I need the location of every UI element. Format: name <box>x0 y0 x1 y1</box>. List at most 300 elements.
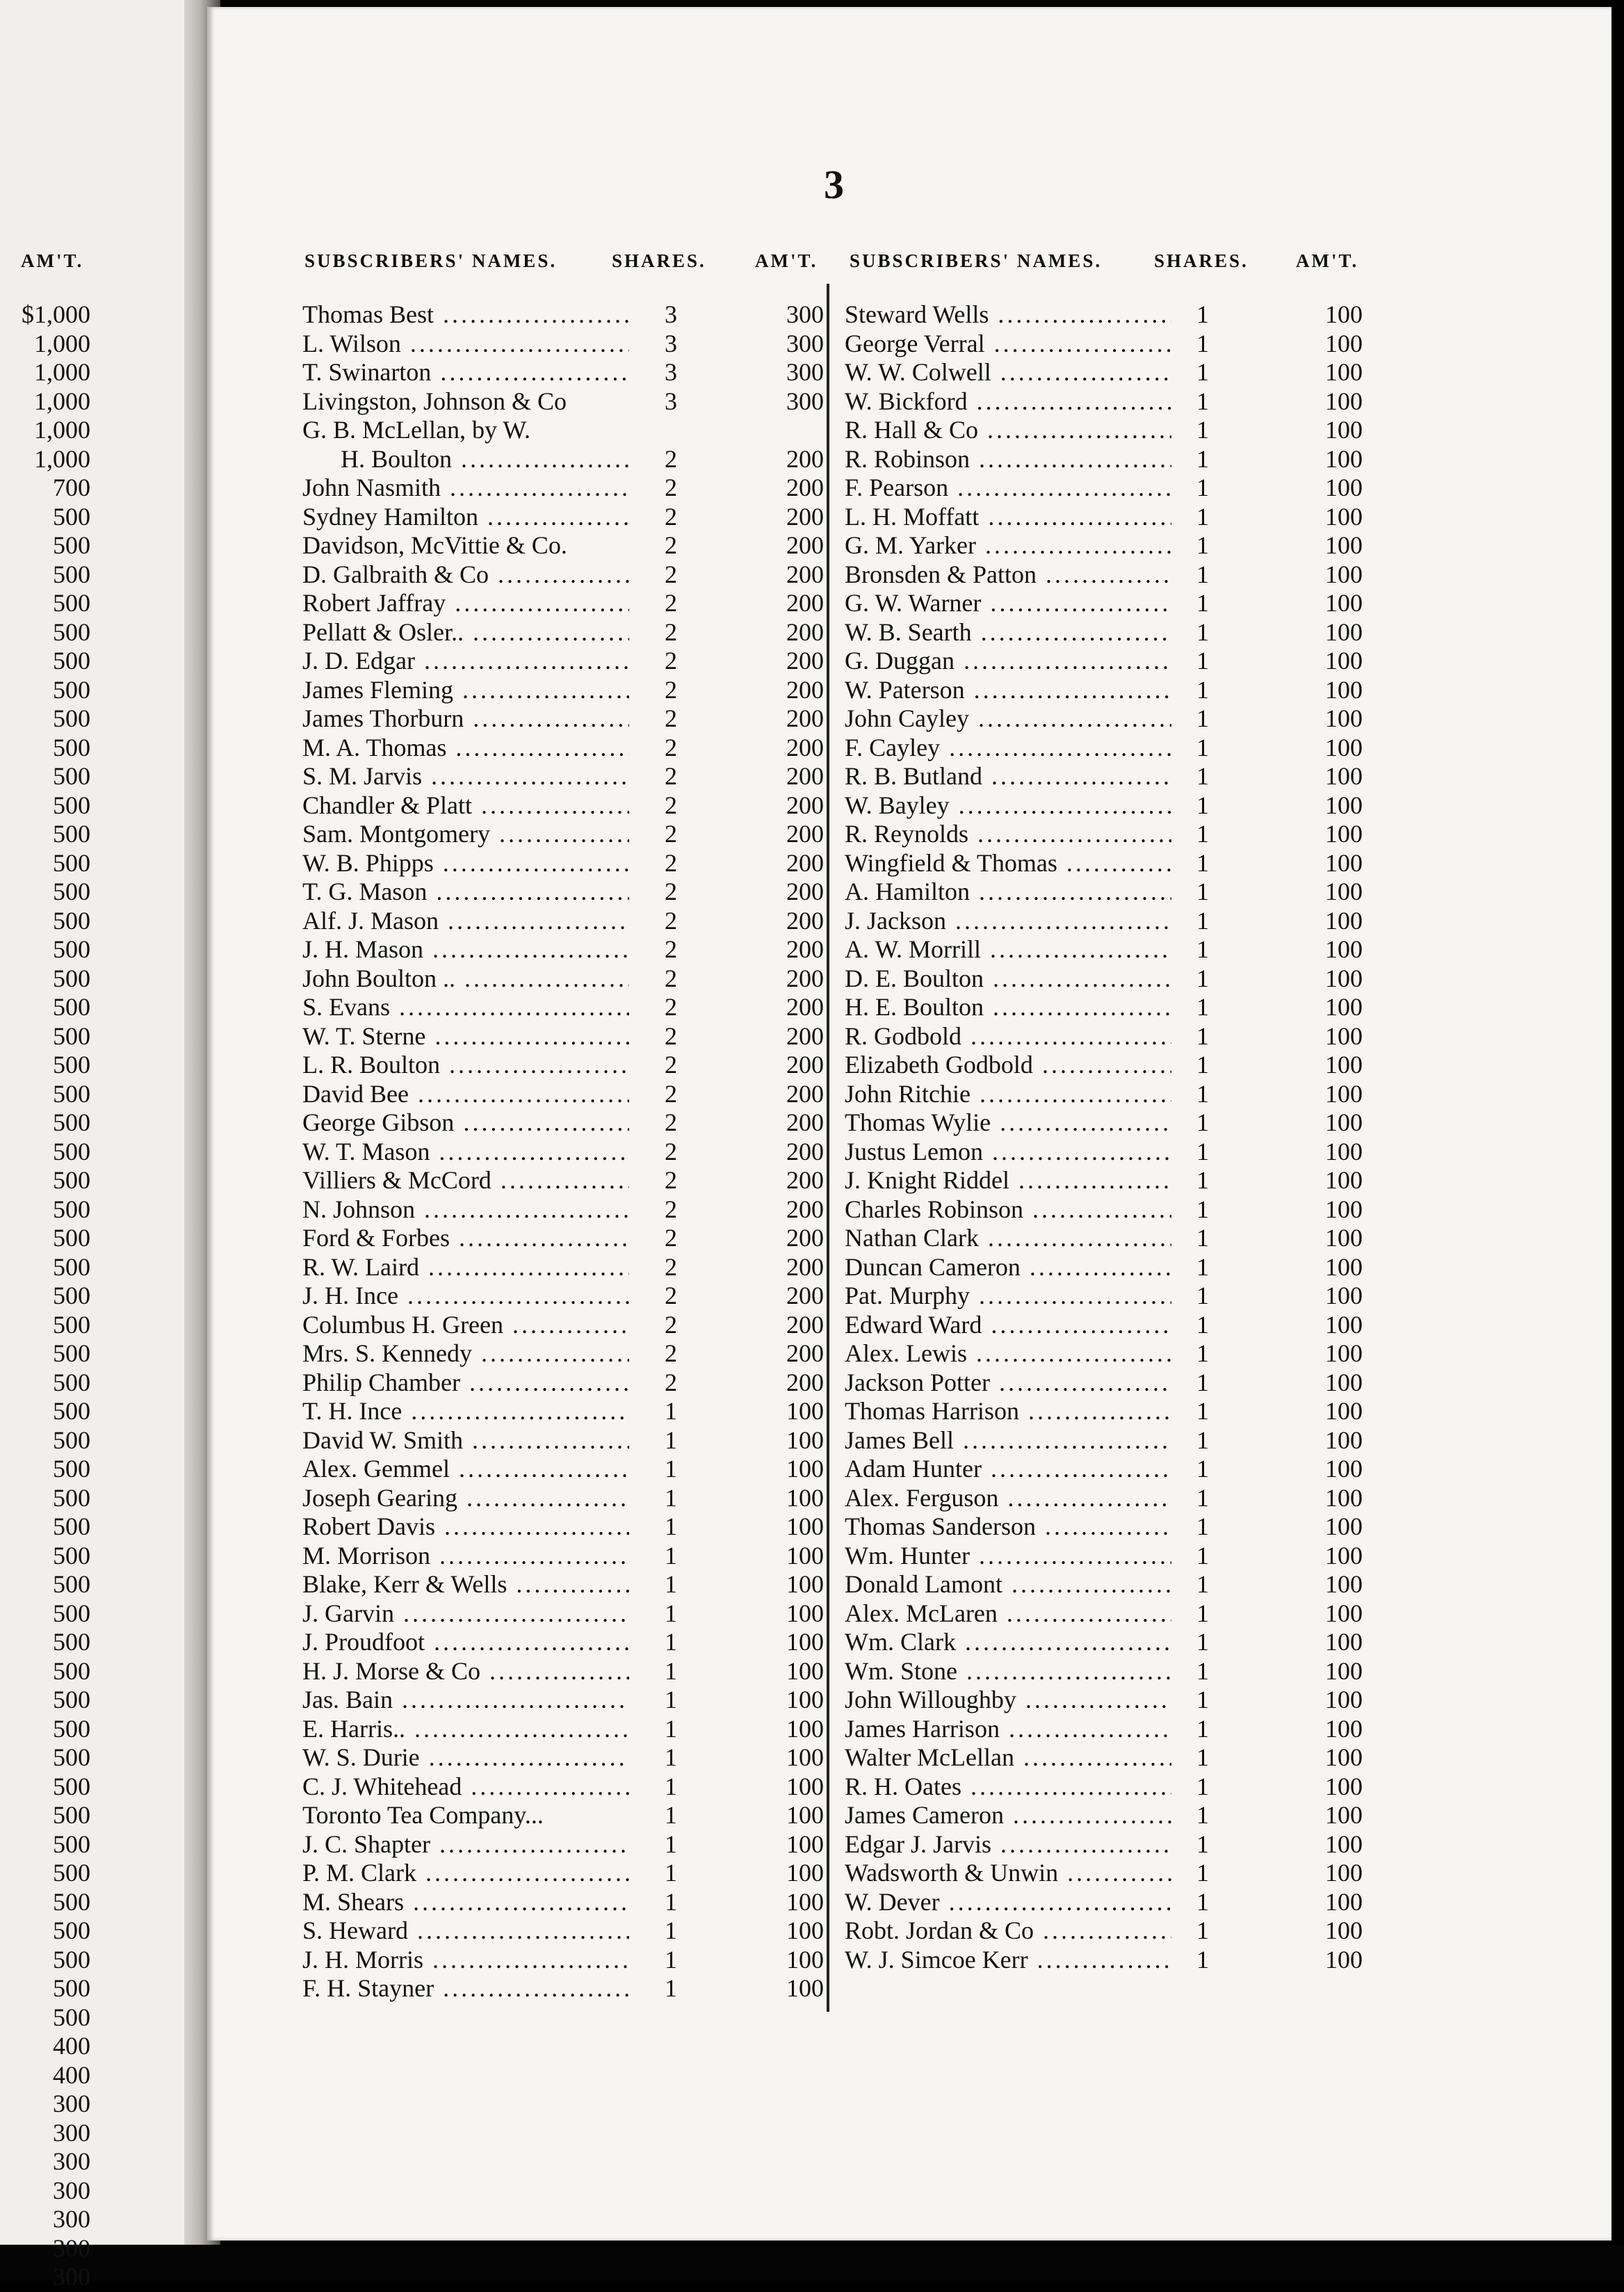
subscriber-name: Alex. McLaren ..... <box>845 1599 1171 1629</box>
left-amount-row <box>0 1311 94 1340</box>
left-amount-row <box>0 474 94 503</box>
shares-value: 1 <box>1196 1397 1209 1425</box>
subscriber-name: G. Duggan ..... <box>845 647 1171 676</box>
amount-value: 200 <box>786 791 824 819</box>
subscriber-name: J. Knight Riddel ..... <box>845 1166 1171 1195</box>
shares-value: 2 <box>665 1224 677 1252</box>
amount-value: 100 <box>1325 675 1363 704</box>
subscriber-name: Davidson, McVittie & Co. <box>302 531 567 559</box>
left-amount-row <box>0 993 94 1022</box>
subscriber-name: G. W. Warner ..... <box>845 589 1171 618</box>
amount-value: 100 <box>1325 1859 1363 1887</box>
amount-value: 100 <box>1325 878 1363 905</box>
shares-value: 2 <box>665 1368 677 1396</box>
shares-value: 1 <box>1196 704 1209 732</box>
left-amount: 500 <box>53 964 90 992</box>
amount-value: 100 <box>1325 1051 1363 1079</box>
left-amount: 700 <box>53 474 90 501</box>
subscriber-name: N. Johnson ..... <box>302 1195 629 1225</box>
shares-value: 1 <box>1196 791 1209 819</box>
left-amount-row <box>0 2003 94 2033</box>
amount-value: 100 <box>1325 444 1363 473</box>
shares-value: 3 <box>665 387 677 415</box>
left-amount-row <box>0 2263 94 2292</box>
subscriber-name: Bronsden & Patton ..... <box>845 560 1171 590</box>
subscriber-name: J. Proudfoot ..... <box>302 1628 629 1657</box>
amount-value: 200 <box>786 1051 824 1079</box>
amount-value: 200 <box>786 1108 824 1136</box>
amount-value: 100 <box>1325 1512 1363 1540</box>
left-amount-row <box>0 935 94 965</box>
subscriber-name: G. M. Yarker ..... <box>845 531 1171 560</box>
left-amount: 500 <box>53 791 90 819</box>
subscriber-name: M. A. Thomas ..... <box>302 734 629 763</box>
amount-value: 200 <box>786 964 824 992</box>
subscriber-name: Sam. Montgomery ..... <box>302 820 629 849</box>
header-amount-1: AM'T. <box>755 250 818 271</box>
amount-value: 100 <box>1325 1022 1363 1050</box>
subscriber-name: E. Harris.. ..... <box>302 1715 629 1744</box>
shares-value: 1 <box>1196 1830 1209 1858</box>
shares-value: 2 <box>665 878 677 905</box>
amount-value: 100 <box>786 1916 824 1944</box>
subscriber-name: Villiers & McCord ..... <box>302 1166 629 1195</box>
shares-value: 2 <box>665 1022 677 1050</box>
shares-value: 2 <box>665 560 677 588</box>
amount-value: 100 <box>1325 1483 1363 1512</box>
amount-value: 100 <box>1325 1945 1363 1974</box>
amount-value: 100 <box>786 1599 824 1627</box>
subscriber-name: H. Boulton ..... <box>302 445 629 474</box>
shares-value: 1 <box>1196 300 1209 328</box>
amount-value: 200 <box>786 733 824 761</box>
amount-value: 200 <box>786 1224 824 1252</box>
shares-value: 1 <box>1196 647 1209 675</box>
shares-value: 1 <box>665 1570 677 1598</box>
shares-value: 2 <box>665 1108 677 1136</box>
shares-value: 2 <box>665 1339 677 1367</box>
left-amount: 300 <box>53 2205 90 2233</box>
shares-value: 1 <box>1196 1310 1209 1339</box>
shares-value: 2 <box>665 762 677 790</box>
left-amount: 300 <box>53 2263 90 2291</box>
amount-value: 200 <box>786 1310 824 1339</box>
shares-value: 2 <box>665 589 677 617</box>
shares-value: 1 <box>1196 1887 1209 1916</box>
shares-value: 1 <box>1196 502 1209 531</box>
shares-value: 1 <box>665 1714 677 1743</box>
left-amount: 1,000 <box>34 444 90 473</box>
left-amount: 1,000 <box>34 358 90 386</box>
shares-value: 3 <box>665 329 677 357</box>
amount-value: 100 <box>1325 820 1363 848</box>
amount-value: 200 <box>786 502 824 531</box>
left-amount-row <box>0 416 94 445</box>
left-amount-row <box>0 1108 94 1138</box>
subscriber-name: Chandler & Platt ..... <box>302 791 629 821</box>
shares-value: 1 <box>1196 906 1209 935</box>
shares-value: 2 <box>665 1051 677 1079</box>
shares-value: 1 <box>665 1686 677 1713</box>
left-amount: 500 <box>53 2003 90 2031</box>
shares-value: 1 <box>1196 1859 1209 1887</box>
shares-value: 1 <box>1196 1483 1209 1512</box>
left-amount-row <box>0 2177 94 2206</box>
amount-value: 100 <box>786 1541 824 1569</box>
left-amount: 500 <box>53 820 90 848</box>
amount-value: 200 <box>786 647 824 675</box>
subscriber-name: Edgar J. Jarvis ..... <box>845 1830 1171 1859</box>
left-amount: 500 <box>53 1570 90 1598</box>
amount-value: 100 <box>1325 1224 1363 1252</box>
amount-value: 100 <box>786 1859 824 1887</box>
left-amount: 400 <box>53 2060 90 2089</box>
subscriber-name: Wingfield & Thomas ..... <box>845 849 1171 878</box>
subscriber-name: David W. Smith ..... <box>302 1426 629 1455</box>
subscriber-name: Robert Jaffray ..... <box>302 589 629 618</box>
scan-bottom-band <box>0 2245 1624 2281</box>
left-amount: 1,000 <box>34 416 90 444</box>
amount-value: 100 <box>1325 906 1363 935</box>
subscriber-name: Thomas Wylie ..... <box>845 1108 1171 1138</box>
amount-value: 100 <box>1325 964 1363 992</box>
shares-value: 2 <box>665 474 677 501</box>
shares-value: 1 <box>1196 1686 1209 1713</box>
shares-value: 1 <box>1196 474 1209 501</box>
left-amount-row <box>0 676 94 705</box>
shares-value: 1 <box>1196 848 1209 877</box>
amount-value: 100 <box>1325 1887 1363 1916</box>
amount-value: 100 <box>1325 387 1363 415</box>
amount-value: 100 <box>1325 1916 1363 1944</box>
subscriber-name: R. Reynolds ..... <box>845 820 1171 849</box>
left-amount: 500 <box>53 1282 90 1309</box>
column-divider <box>827 284 829 2012</box>
shares-value: 2 <box>665 647 677 675</box>
shares-value: 1 <box>1196 1224 1209 1252</box>
shares-value: 1 <box>1196 675 1209 704</box>
shares-value: 1 <box>1196 993 1209 1021</box>
subscriber-name: David Bee ..... <box>302 1080 629 1109</box>
left-amount: 500 <box>53 675 90 704</box>
subscriber-name: Justus Lemon ..... <box>845 1138 1171 1167</box>
amount-value: 100 <box>1325 848 1363 877</box>
subscriber-name: Philip Chamber ..... <box>302 1369 629 1398</box>
shares-value: 1 <box>665 1801 677 1829</box>
shares-value: 2 <box>665 704 677 732</box>
left-amount-row <box>0 503 94 532</box>
left-amount-row <box>0 820 94 849</box>
amount-value: 100 <box>786 1714 824 1743</box>
subscriber-name: J. H. Mason ..... <box>302 935 629 965</box>
left-amount-row <box>0 965 94 994</box>
shares-value: 1 <box>665 1628 677 1656</box>
shares-value: 2 <box>665 791 677 819</box>
amount-value: 100 <box>1325 560 1363 588</box>
amount-value: 100 <box>786 1512 824 1540</box>
amount-value: 200 <box>786 618 824 646</box>
left-amount-row <box>0 358 94 387</box>
shares-value: 1 <box>1196 1656 1209 1685</box>
amount-value: 100 <box>1325 474 1363 501</box>
subscriber-name: L. Wilson ..... <box>302 330 629 359</box>
amount-value: 200 <box>786 1166 824 1194</box>
left-amount-row <box>0 1022 94 1051</box>
shares-value: 1 <box>1196 1541 1209 1569</box>
shares-value: 3 <box>665 358 677 386</box>
left-amount: 500 <box>53 993 90 1021</box>
shares-value: 1 <box>1196 416 1209 444</box>
amount-value: 100 <box>1325 1166 1363 1194</box>
left-amount: 500 <box>53 1945 90 1974</box>
left-amount: 500 <box>53 848 90 877</box>
subscriber-name: L. H. Moffatt ..... <box>845 503 1171 532</box>
left-amount: 500 <box>53 531 90 559</box>
shares-value: 2 <box>665 993 677 1021</box>
shares-value: 2 <box>665 820 677 848</box>
left-amount-row <box>0 1512 94 1542</box>
shares-value: 1 <box>665 1945 677 1974</box>
amount-value: 100 <box>1325 733 1363 761</box>
left-amount-row <box>0 1599 94 1629</box>
amount-value: 100 <box>1325 1397 1363 1425</box>
shares-value: 1 <box>665 1743 677 1771</box>
left-amount-row <box>0 330 94 359</box>
amount-value: 100 <box>786 1772 824 1800</box>
left-amount-row <box>0 1830 94 1859</box>
subscriber-name: W. Bayley ..... <box>845 791 1171 821</box>
shares-value: 3 <box>665 300 677 328</box>
amount-value: 100 <box>786 1686 824 1713</box>
amount-value: 100 <box>786 1974 824 2002</box>
shares-value: 1 <box>1196 618 1209 646</box>
left-amount: 1,000 <box>34 387 90 415</box>
shares-value: 1 <box>1196 1599 1209 1627</box>
left-amount: 500 <box>53 1455 90 1483</box>
left-amount-row <box>0 1426 94 1455</box>
subscriber-name: James Cameron ..... <box>845 1801 1171 1830</box>
shares-value: 2 <box>665 906 677 935</box>
amount-value: 100 <box>1325 993 1363 1021</box>
left-amount: 500 <box>53 589 90 617</box>
shares-value: 2 <box>665 618 677 646</box>
subscriber-name: J. C. Shapter ..... <box>302 1830 629 1859</box>
subscriber-name: George Verral ..... <box>845 330 1171 359</box>
left-amount: 500 <box>53 618 90 646</box>
subscriber-name: W. T. Mason ..... <box>302 1138 629 1167</box>
subscriber-name: John Willoughby ..... <box>845 1686 1171 1715</box>
amount-value: 200 <box>786 1339 824 1367</box>
subscriber-name: H. E. Boulton ..... <box>845 993 1171 1022</box>
left-amount: 500 <box>53 1137 90 1165</box>
subscriber-name: M. Shears ..... <box>302 1888 629 1917</box>
left-amount: 500 <box>53 878 90 905</box>
page-number: 3 <box>824 162 844 207</box>
left-amount-row <box>0 300 94 330</box>
shares-value: 1 <box>1196 964 1209 992</box>
left-amount-column <box>0 300 94 2292</box>
shares-value: 1 <box>1196 444 1209 473</box>
left-amount: 500 <box>53 1686 90 1713</box>
subscriber-name: John Cayley ..... <box>845 704 1171 734</box>
left-amount-row <box>0 2234 94 2263</box>
amount-value: 100 <box>1325 1541 1363 1569</box>
amount-value: 100 <box>1325 1628 1363 1656</box>
subscriber-name: R. H. Oates ..... <box>845 1773 1171 1802</box>
amount-value: 200 <box>786 820 824 848</box>
left-amount-row <box>0 1773 94 1802</box>
shares-value: 1 <box>1196 1079 1209 1108</box>
left-amount-row <box>0 1916 94 1946</box>
subscriber-name: S. Evans ..... <box>302 993 629 1022</box>
subscriber-name: J. H. Ince ..... <box>302 1282 629 1311</box>
shares-value: 2 <box>665 531 677 559</box>
left-amount: 500 <box>53 1483 90 1512</box>
shares-value: 1 <box>1196 1570 1209 1598</box>
left-amount: 300 <box>53 2118 90 2147</box>
shares-value: 1 <box>665 1455 677 1483</box>
left-amount-row <box>0 1628 94 1657</box>
amount-value: 200 <box>786 906 824 935</box>
left-amount: 500 <box>53 560 90 588</box>
amount-value: 100 <box>1325 1195 1363 1223</box>
amount-value: 200 <box>786 1137 824 1165</box>
amount-value: 100 <box>1325 358 1363 386</box>
amount-value: 200 <box>786 1195 824 1223</box>
subscriber-name: Donald Lamont ..... <box>845 1570 1171 1599</box>
left-amount-row <box>0 2090 94 2119</box>
amount-value: 100 <box>1325 647 1363 675</box>
subscriber-name: R. B. Butland ..... <box>845 762 1171 791</box>
header-names-1: SUBSCRIBERS' NAMES. <box>304 250 558 271</box>
amount-value: 100 <box>1325 1830 1363 1858</box>
left-amount-row <box>0 2205 94 2234</box>
shares-value: 1 <box>665 1426 677 1454</box>
subscriber-name: James Fleming ..... <box>302 676 629 705</box>
left-amount: 500 <box>53 1801 90 1829</box>
amount-value: 100 <box>1325 1801 1363 1829</box>
shares-value: 1 <box>1196 1455 1209 1483</box>
shares-value: 1 <box>665 1656 677 1685</box>
amount-value: 200 <box>786 762 824 790</box>
subscriber-name: John Nasmith ..... <box>302 474 629 503</box>
left-amount: 500 <box>53 1108 90 1136</box>
subscriber-name: C. J. Whitehead ..... <box>302 1773 629 1802</box>
amount-value: 300 <box>786 329 824 357</box>
shares-value: 1 <box>1196 1714 1209 1743</box>
amount-value: 100 <box>786 1628 824 1656</box>
left-amount-row <box>0 2119 94 2148</box>
subscriber-name: Edward Ward ..... <box>845 1311 1171 1340</box>
left-amount: 500 <box>53 1916 90 1944</box>
subscriber-name: T. H. Ince ..... <box>302 1397 629 1426</box>
shares-value: 1 <box>1196 1945 1209 1974</box>
left-amount: 500 <box>53 1512 90 1540</box>
subscriber-name: Wm. Hunter ..... <box>845 1542 1171 1571</box>
left-amount-row <box>0 1253 94 1282</box>
subscriber-name: Nathan Clark ..... <box>845 1224 1171 1253</box>
left-amount-row <box>0 1859 94 1888</box>
amount-value: 100 <box>1325 1137 1363 1165</box>
amount-value: 200 <box>786 589 824 617</box>
shares-value: 2 <box>665 964 677 992</box>
shares-value: 2 <box>665 1166 677 1194</box>
shares-value: 1 <box>1196 1137 1209 1165</box>
left-amount: 500 <box>53 1051 90 1079</box>
left-amount-row <box>0 1455 94 1484</box>
left-amount-row <box>0 2032 94 2061</box>
amount-value: 100 <box>786 1801 824 1829</box>
shares-value: 2 <box>665 733 677 761</box>
subscriber-name: Pellatt & Osler.. ..... <box>302 618 629 647</box>
shares-value: 1 <box>1196 1801 1209 1829</box>
subscriber-name: R. Robinson ..... <box>845 445 1171 474</box>
header-amount-2: AM'T. <box>1296 250 1359 271</box>
amount-value: 200 <box>786 848 824 877</box>
left-amount-row <box>0 1657 94 1686</box>
left-amount: 500 <box>53 762 90 790</box>
subscriber-name: W. Paterson ..... <box>845 676 1171 705</box>
shares-value: 1 <box>1196 387 1209 415</box>
subscriber-name: T. Swinarton ..... <box>302 358 629 387</box>
amount-value: 100 <box>1325 935 1363 963</box>
left-amount-row <box>0 849 94 878</box>
amount-value: 100 <box>1325 1570 1363 1598</box>
amount-value: 100 <box>1325 1772 1363 1800</box>
subscriber-name: George Gibson ..... <box>302 1108 629 1138</box>
subscriber-name: F. Pearson ..... <box>845 474 1171 503</box>
amount-value: 100 <box>1325 1108 1363 1136</box>
shares-value: 1 <box>1196 358 1209 386</box>
subscriber-name: Blake, Kerr & Wells ..... <box>302 1570 629 1599</box>
amount-value: 100 <box>786 1426 824 1454</box>
subscriber-name: W. Dever ..... <box>845 1888 1171 1917</box>
amount-value: 100 <box>786 1830 824 1858</box>
amount-value: 100 <box>1325 1656 1363 1685</box>
amount-value: 100 <box>1325 1599 1363 1627</box>
left-amount: 500 <box>53 1224 90 1252</box>
left-amount: 500 <box>53 1656 90 1685</box>
left-amount: 1,000 <box>34 329 90 357</box>
left-amount: 500 <box>53 1397 90 1425</box>
amount-value: 100 <box>1325 416 1363 444</box>
left-amount: 500 <box>53 1772 90 1800</box>
left-amount: 500 <box>53 1830 90 1858</box>
amount-value: 200 <box>786 444 824 473</box>
amount-value: 100 <box>786 1455 824 1483</box>
subscriber-name: Alex. Gemmel ..... <box>302 1455 629 1484</box>
subscriber-name: R. W. Laird ..... <box>302 1253 629 1282</box>
header-shares-2: SHARES. <box>1154 250 1249 271</box>
amount-value: 100 <box>1325 618 1363 646</box>
left-amount: 500 <box>53 704 90 732</box>
subscriber-name: Alex. Lewis ..... <box>845 1339 1171 1369</box>
subscriber-name: W. S. Durie ..... <box>302 1743 629 1773</box>
left-amount-row <box>0 2061 94 2090</box>
left-amount: 500 <box>53 1426 90 1454</box>
left-amount: 500 <box>53 647 90 675</box>
shares-value: 2 <box>665 675 677 704</box>
left-amount-row <box>0 1195 94 1225</box>
shares-value: 1 <box>1196 762 1209 790</box>
amount-value: 200 <box>786 1079 824 1108</box>
subscriber-name: F. Cayley ..... <box>845 734 1171 763</box>
amount-value: 200 <box>786 675 824 704</box>
subscriber-name: J. D. Edgar ..... <box>302 647 629 676</box>
amount-value: 100 <box>1325 1743 1363 1771</box>
left-amount: 500 <box>53 1310 90 1339</box>
left-amount-row <box>0 1138 94 1167</box>
